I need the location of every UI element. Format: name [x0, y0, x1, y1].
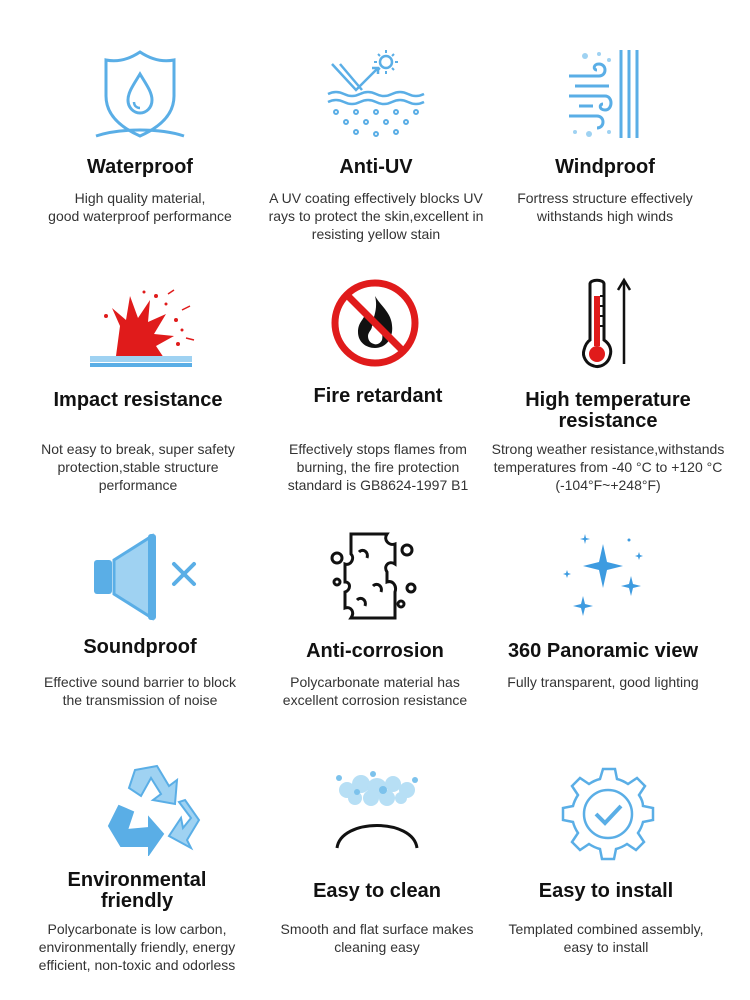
feature-description: Templated combined assembly, easy to install — [508, 921, 704, 955]
feature-description: Effective sound barrier to block the transmission of noise — [44, 674, 236, 708]
feature-high-temperature-resistance — [488, 250, 728, 510]
feature-description: Polycarbonate is low carbon, environmentally friendly, energy efficient, non-toxic and odorless — [38, 921, 236, 973]
feature-anti-corrosion — [255, 510, 495, 740]
feature-description: A UV coating effectively blocks UV rays to protect the skin,excellent in resisting yellow stain — [268, 190, 484, 242]
feature-description: Not easy to break, super safety protection,stable structure performance — [41, 441, 235, 493]
recycle-icon — [105, 760, 205, 856]
feature-easy-to-install — [486, 740, 726, 1000]
wind-icon — [565, 48, 645, 140]
feature-title: 360 Panoramic view — [507, 640, 699, 662]
sparkle-stars-icon — [557, 530, 651, 626]
speaker-mute-icon — [90, 530, 204, 624]
thermometer-icon — [578, 276, 638, 370]
feature-description: Smooth and flat surface makes cleaning easy — [280, 921, 474, 955]
feature-description: Effectively stops flames from burning, the fire protection standard is GB8624-1997 B1 — [287, 441, 469, 493]
uv-sun-rays-icon — [326, 50, 430, 142]
feature-description: High quality material, good waterproof performance — [48, 190, 232, 224]
feature-fire-retardant — [258, 250, 498, 510]
feature-title: Soundproof — [83, 636, 197, 658]
feature-title: Impact resistance — [53, 389, 223, 411]
feature-environmental-friendly — [17, 740, 257, 1000]
feature-title: Anti-corrosion — [306, 640, 444, 662]
feature-title: Environmental friendly — [67, 869, 207, 912]
feature-360-panoramic-view — [483, 510, 723, 740]
foam-bubbles-icon — [327, 768, 427, 852]
no-fire-icon — [330, 278, 420, 368]
impact-splash-icon — [86, 286, 196, 372]
feature-title: Anti-UV — [339, 156, 413, 178]
feature-anti-uv — [256, 0, 496, 250]
gear-check-icon — [560, 766, 656, 862]
feature-title: Windproof — [555, 156, 655, 178]
feature-description: Polycarbonate material has excellent corrosion resistance — [282, 674, 468, 708]
feature-title: High temperature resistance — [525, 389, 691, 432]
feature-title: Easy to clean — [313, 880, 441, 902]
feature-description: Strong weather resistance,withstands temperatures from -40 °C to +120 °C (-104°F~+248°F) — [491, 441, 725, 493]
feature-waterproof — [20, 0, 260, 250]
feature-title: Easy to install — [538, 880, 674, 902]
feature-description: Fully transparent, good lighting — [507, 674, 699, 690]
feature-title: Waterproof — [87, 156, 193, 178]
water-drop-shield-icon — [90, 46, 190, 142]
feature-title: Fire retardant — [313, 385, 443, 407]
feature-description: Fortress structure effectively withstands high winds — [517, 190, 693, 224]
feature-impact-resistance — [18, 250, 258, 510]
feature-windproof — [485, 0, 725, 250]
feature-soundproof — [20, 510, 260, 740]
feature-easy-to-clean — [257, 740, 497, 1000]
corrosion-icon — [329, 530, 421, 626]
